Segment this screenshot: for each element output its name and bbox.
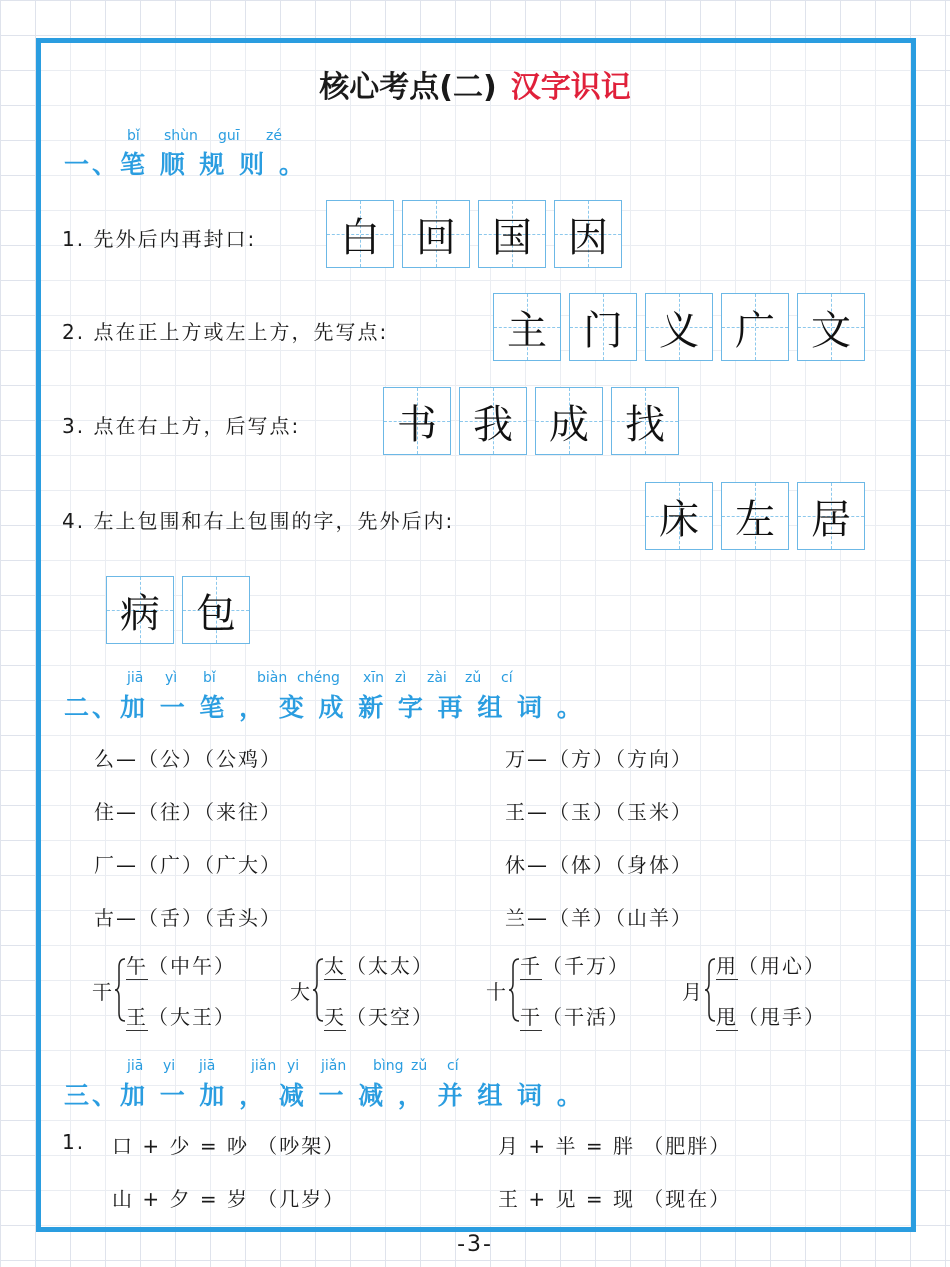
- s3-heading: 三、加 一 加 ， 减 一 减 ， 并 组 词 。: [64, 1081, 585, 1110]
- char-box: [797, 482, 865, 550]
- pinyin: bǐ: [127, 128, 140, 144]
- char-box: [645, 482, 713, 550]
- char: 找: [625, 401, 665, 448]
- s2-group: [290, 950, 434, 1030]
- char-box: [182, 576, 250, 644]
- group-char: 王: [126, 1005, 148, 1029]
- pinyin: zài: [427, 670, 447, 686]
- s1-heading: 一、笔 顺 规 则 。: [64, 150, 307, 179]
- s2-row-left: 古—（舌）（舌头）: [94, 906, 282, 930]
- pinyin: bìng: [373, 1058, 404, 1074]
- char: 左: [735, 496, 775, 543]
- char: 义: [659, 307, 699, 354]
- char-box: [459, 387, 527, 455]
- group-word: （太太）: [346, 954, 434, 978]
- pinyin: cí: [447, 1058, 459, 1074]
- group-char: 太: [324, 954, 346, 978]
- title-topic: 汉字识记: [510, 70, 631, 105]
- char: 回: [416, 214, 456, 261]
- pinyin: guī: [218, 128, 240, 144]
- char-box: [478, 200, 546, 268]
- pinyin: bǐ: [203, 670, 216, 686]
- pinyin: jiā: [127, 670, 144, 686]
- char-box: [106, 576, 174, 644]
- s2-pinyin: [127, 670, 513, 686]
- pinyin: zǔ: [465, 670, 482, 686]
- char: 成: [549, 401, 589, 448]
- s1-pinyin: [127, 128, 282, 144]
- char: 白: [340, 214, 380, 261]
- s1-item-4-boxes: [645, 482, 865, 550]
- brace-icon: [312, 957, 324, 1023]
- s2-row-left: 厂—（广）（广大）: [94, 853, 282, 877]
- group-char: 午: [126, 954, 148, 978]
- char-box: [554, 200, 622, 268]
- pinyin: shùn: [164, 128, 198, 144]
- char: 文: [811, 307, 851, 354]
- group-base-char: 十: [486, 979, 506, 1004]
- pinyin: jiǎn: [251, 1058, 277, 1074]
- group-word: （甩手）: [738, 1005, 826, 1029]
- s3-number: 1.: [62, 1130, 86, 1154]
- group-word: （千万）: [542, 954, 630, 978]
- pinyin: yi: [287, 1058, 300, 1074]
- char: 主: [507, 307, 547, 354]
- s2-row-left: 住—（往）（来往）: [94, 800, 282, 824]
- page-title: [0, 62, 950, 106]
- pinyin: yi: [163, 1058, 176, 1074]
- group-base-char: 月: [682, 979, 702, 1004]
- group-base-char: 干: [92, 979, 112, 1004]
- s2-group: [92, 950, 236, 1030]
- group-char: 干: [520, 1005, 542, 1029]
- s1-item-1-label: 1. 先外后内再封口:: [62, 227, 257, 251]
- pinyin: cí: [501, 670, 513, 686]
- group-char: 用: [716, 954, 738, 978]
- s3-row-right: 月 + 半 = 胖 （肥胖）: [498, 1134, 732, 1158]
- pinyin: zé: [266, 128, 282, 144]
- group-char: 千: [520, 954, 542, 978]
- s2-group: [682, 950, 826, 1030]
- pinyin: zǔ: [411, 1058, 428, 1074]
- pinyin: jiā: [127, 1058, 144, 1074]
- group-word: （用心）: [738, 954, 826, 978]
- char-box: [797, 293, 865, 361]
- pinyin: chéng: [297, 670, 340, 686]
- char: 因: [568, 214, 608, 261]
- char: 门: [583, 307, 623, 354]
- char: 病: [120, 590, 160, 637]
- pinyin: zì: [395, 670, 407, 686]
- char-box: [721, 482, 789, 550]
- char-box: [326, 200, 394, 268]
- char-box: [383, 387, 451, 455]
- brace-icon: [508, 957, 520, 1023]
- char-box: [721, 293, 789, 361]
- s3-pinyin: [127, 1058, 459, 1074]
- group-word: （干活）: [542, 1005, 630, 1029]
- char: 书: [397, 401, 437, 448]
- char: 国: [492, 214, 532, 261]
- s2-row-right: 兰—（羊）（山羊）: [505, 906, 693, 930]
- char-box: [645, 293, 713, 361]
- pinyin: yì: [165, 670, 178, 686]
- s2-row-right: 王—（玉）（玉米）: [505, 800, 693, 824]
- char: 包: [196, 590, 236, 637]
- s1-item-4-boxes-cont: [106, 576, 250, 644]
- pinyin: biàn: [257, 670, 288, 686]
- brace-icon: [704, 957, 716, 1023]
- char-box: [493, 293, 561, 361]
- pinyin: jiǎn: [321, 1058, 347, 1074]
- char-box: [611, 387, 679, 455]
- char-box: [569, 293, 637, 361]
- group-word: （天空）: [346, 1005, 434, 1029]
- brace-icon: [114, 957, 126, 1023]
- s1-item-2-boxes: [493, 293, 865, 361]
- char-box: [535, 387, 603, 455]
- s2-row-left: 么—（公）（公鸡）: [94, 747, 282, 771]
- pinyin: xīn: [363, 670, 385, 686]
- s3-row-left: 口 + 少 = 吵 （吵架）: [112, 1134, 346, 1158]
- char: 广: [735, 307, 775, 354]
- char: 我: [473, 401, 513, 448]
- group-char: 甩: [716, 1005, 738, 1029]
- page-number: -3-: [457, 1232, 493, 1257]
- title-main: 核心考点(二): [319, 70, 497, 105]
- s3-row-right: 王 + 见 = 现 （现在）: [498, 1187, 732, 1211]
- char-box: [402, 200, 470, 268]
- s1-item-3-label: 3. 点在右上方，后写点:: [62, 414, 301, 438]
- s1-item-4-label: 4. 左上包围和右上包围的字，先外后内:: [62, 509, 455, 533]
- s1-item-1-boxes: [326, 200, 622, 268]
- group-word: （大王）: [148, 1005, 236, 1029]
- group-char: 天: [324, 1005, 346, 1029]
- char: 床: [659, 496, 699, 543]
- pinyin: jiā: [199, 1058, 216, 1074]
- s3-row-left: 山 + 夕 = 岁 （几岁）: [112, 1187, 346, 1211]
- s2-group: [486, 950, 630, 1030]
- s2-heading: 二、加 一 笔 ， 变 成 新 字 再 组 词 。: [64, 693, 585, 722]
- s2-row-right: 休—（体）（身体）: [505, 853, 693, 877]
- s1-item-3-boxes: [383, 387, 679, 455]
- group-word: （中午）: [148, 954, 236, 978]
- char: 居: [811, 496, 851, 543]
- s1-item-2-label: 2. 点在正上方或左上方，先写点:: [62, 320, 389, 344]
- s2-row-right: 万—（方）（方向）: [505, 747, 693, 771]
- group-base-char: 大: [290, 979, 310, 1004]
